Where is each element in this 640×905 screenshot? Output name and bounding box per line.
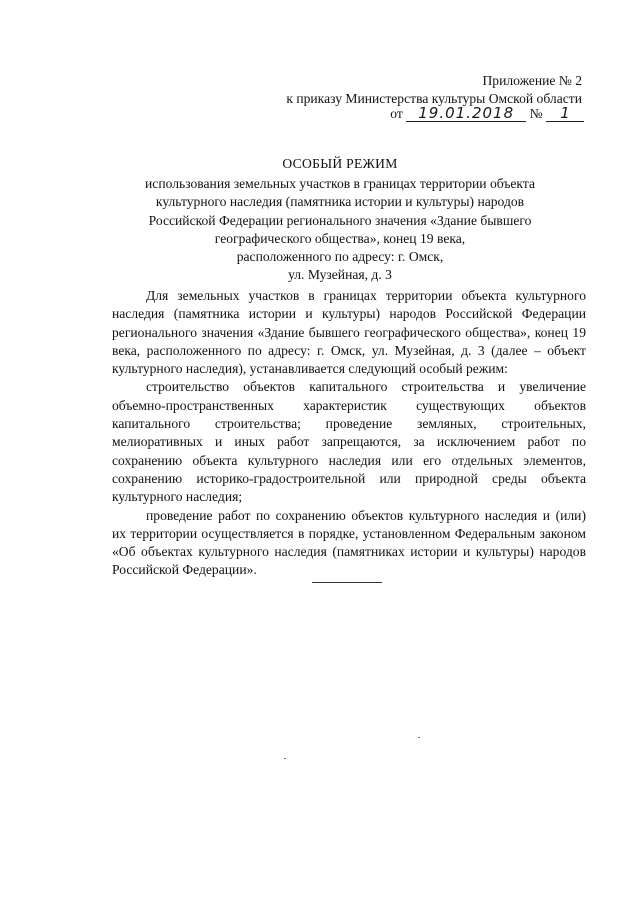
body-paragraph: строительство объектов капитального строительства и увеличение объемно-пространственных характеристик существующих объектов капитального строительства; проведение земляных, строительных, мелиоративных и иных работ запрещаются, за исключением работ по сохранению объекта культурного наследия или его отдельных элементов, сохранению историко-градостроительной или природной среды объекта культурного наследия; [112,379,586,505]
appendix-label: Приложение № 2 [482,73,582,88]
number-prefix: № [529,106,543,121]
title-line: ул. Музейная, д. 3 [288,267,392,283]
order-date-number-line [390,104,584,124]
order-number-handwritten: 1 [546,105,584,122]
order-reference: к приказу Министерства культуры Омской области [286,91,582,106]
body-paragraph: проведение работ по сохранению объектов культурного наследия и (или) их территории осуществляется в порядке, установленном Федеральным законом «Об объектах культурного наследия (памятниках истории и культуры) народов Российской Федерации». [112,507,586,578]
end-divider [312,582,382,583]
appendix-block [286,72,582,108]
title-line: географического общества», конец 19 века, [214,230,466,246]
document-body [112,287,586,580]
order-date-handwritten: 19.01.2018 [406,105,526,122]
document-heading: ОСОБЫЙ РЕЖИМ [282,156,398,171]
scan-speck [284,758,286,759]
scan-speck [418,737,420,738]
title-line: использования земельных участков в границах территории объекта [145,176,535,192]
date-prefix: от [390,106,403,121]
body-paragraph: Для земельных участков в границах территории объекта культурного наследия (памятника истории и культуры) народов Российской Федерации регионального значения «Здание бывшего географического общества», конец 19 века, расположенного по адресу: г. Омск, ул. Музейная, д. 3 (далее – объект культурного наследия), устанавливается следующий особый режим: [112,288,586,377]
title-line: расположенного по адресу: г. Омск, [236,249,444,265]
document-title-block [120,155,560,284]
title-line: культурного наследия (памятника истории и культуры) народов [155,194,525,210]
title-line: Российской Федерации регионального значения «Здание бывшего [148,212,532,228]
